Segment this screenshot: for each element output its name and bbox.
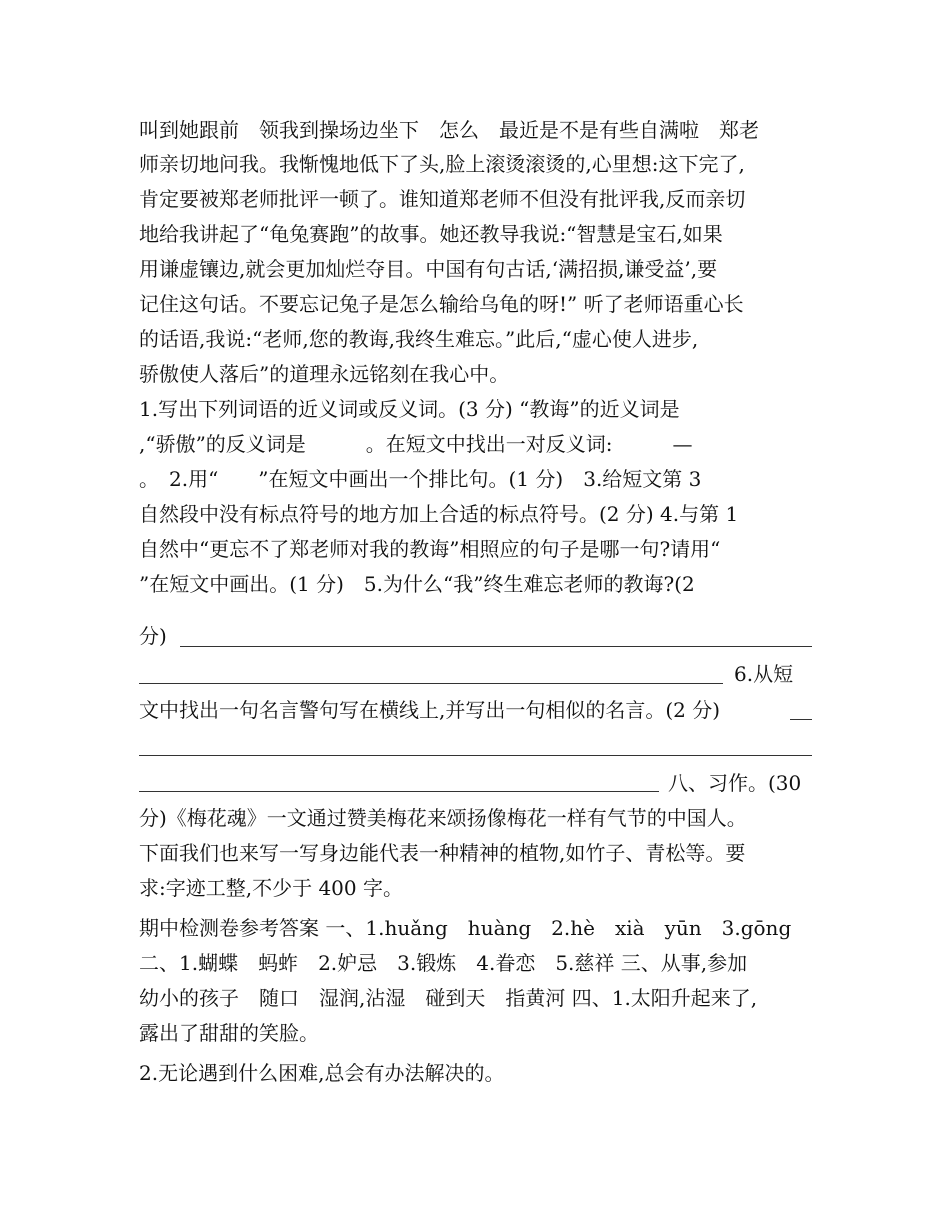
question-line: 文中找出一句名言警句写在横线上,并写出一句相似的名言。(2 分) bbox=[139, 698, 721, 722]
answer-key-line: 期中检测卷参考答案 一、1.huǎng huàng 2.hè xià yūn 3.gōng bbox=[139, 916, 792, 940]
text-line: 记住这句话。不要忘记兔子是怎么输给乌龟的呀!” 听了老师语重心长 bbox=[139, 292, 744, 316]
answer-key-line: 二、1.蝴蝶 蚂蚱 2.妒忌 3.锻炼 4.眷恋 5.慈祥 三、从事,参加 bbox=[139, 951, 748, 975]
question-line: 自然中“更忘不了郑老师对我的教诲”相照应的句子是哪一句?请用“ bbox=[139, 537, 721, 561]
text-line: 肯定要被郑老师批评一顿了。谁知道郑老师不但没有批评我,反而亲切 bbox=[139, 187, 746, 211]
text-line: 叫到她跟前 领我到操场边坐下 怎么 最近是不是有些自满啦 郑老 bbox=[139, 118, 759, 142]
answer-blank[interactable] bbox=[139, 683, 723, 684]
question-line: 自然段中没有标点符号的地方加上合适的标点符号。(2 分) 4.与第 1 bbox=[139, 502, 739, 526]
question-line: 6.从短 bbox=[734, 662, 794, 686]
question-line: ,“骄傲”的反义词是 。在短文中找出一对反义词: — bbox=[139, 432, 693, 456]
text-line: 的话语,我说:“老师,您的教诲,我终生难忘。”此后,“虚心使人进步, bbox=[139, 327, 699, 351]
text-line: 骄傲使人落后”的道理永远铭刻在我心中。 bbox=[139, 362, 510, 386]
section-heading: 八、习作。(30 bbox=[668, 771, 802, 795]
question-line: ”在短文中画出。(1 分) 5.为什么“我”终生难忘老师的教诲?(2 bbox=[139, 572, 695, 596]
answer-blank[interactable] bbox=[139, 791, 659, 792]
question-line: 1.写出下列词语的近义词或反义词。(3 分) “教诲”的近义词是 bbox=[139, 397, 680, 421]
text-line: 分)《梅花魂》一文通过赞美梅花来颂扬像梅花一样有气节的中国人。 bbox=[139, 806, 747, 830]
question-line: 。 2.用“ ”在短文中画出一个排比句。(1 分) 3.给短文第 3 bbox=[139, 467, 702, 491]
text-line: 下面我们也来写一写身边能代表一种精神的植物,如竹子、青松等。要 bbox=[139, 841, 746, 865]
answer-key-line: 露出了甜甜的笑脸。 bbox=[139, 1021, 319, 1045]
answer-key-line: 幼小的孩子 随口 湿润,沾湿 碰到天 指黄河 四、1.太阳升起来了, bbox=[139, 986, 758, 1010]
answer-key-line: 2.无论遇到什么困难,总会有办法解决的。 bbox=[139, 1061, 505, 1085]
answer-blank[interactable] bbox=[139, 755, 812, 756]
answer-blank[interactable] bbox=[180, 646, 812, 647]
text-line: 求:字迹工整,不少于 400 字。 bbox=[139, 876, 403, 900]
question-line: 分) bbox=[139, 624, 167, 648]
text-line: 师亲切地问我。我惭愧地低下了头,脸上滚烫滚烫的,心里想:这下完了, bbox=[139, 152, 745, 176]
text-line: 用谦虚镶边,就会更加灿烂夺目。中国有句古话,‘满招损,谦受益’,要 bbox=[139, 257, 718, 281]
answer-blank[interactable] bbox=[790, 719, 812, 720]
text-line: 地给我讲起了“龟兔赛跑”的故事。她还教导我说:“智慧是宝石,如果 bbox=[139, 222, 723, 246]
